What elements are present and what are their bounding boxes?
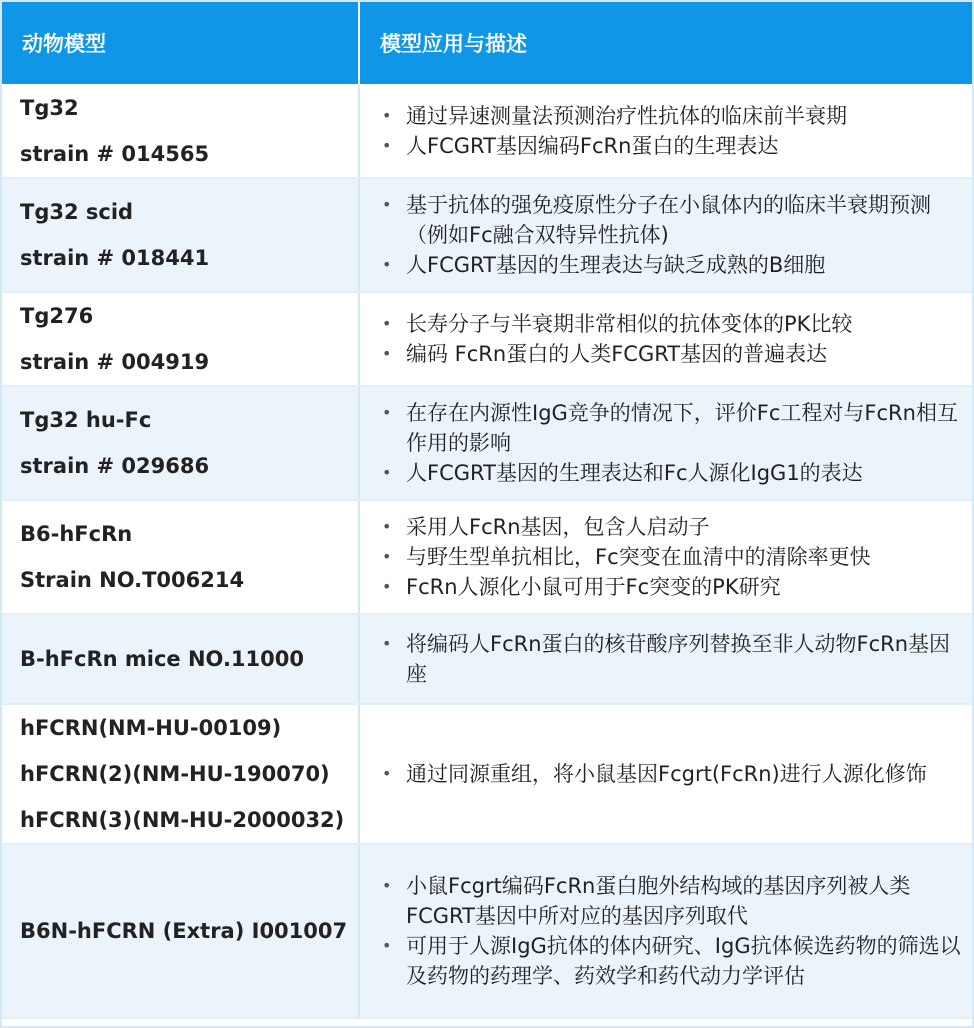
description-item xyxy=(382,512,962,542)
model-name-line: hFCRN(NM-HU-00109) xyxy=(20,716,282,740)
bullet-icon: • xyxy=(382,105,392,125)
description-text: 长寿分子与半衰期非常相似的抗体变体的PK比较 xyxy=(406,312,853,336)
model-name-line: Tg32 scid xyxy=(20,200,134,224)
description-item xyxy=(382,101,962,131)
model-description-cell xyxy=(359,178,972,292)
description-text: 编码 FcRn蛋白的人类FCGRT基因的普遍表达 xyxy=(406,342,828,366)
description-list xyxy=(382,309,962,369)
animal-model-cell xyxy=(2,704,359,844)
model-description-cell xyxy=(359,84,972,178)
model-name-line: Tg276 xyxy=(20,304,94,328)
animal-model-cell xyxy=(2,386,359,500)
model-name-line: Strain NO.T006214 xyxy=(20,568,245,592)
bullet-icon: • xyxy=(382,463,392,482)
table-row xyxy=(2,178,972,292)
description-item xyxy=(382,542,962,572)
description-list xyxy=(382,190,962,280)
table-row xyxy=(2,500,972,614)
bullet-icon: • xyxy=(382,135,392,155)
description-item xyxy=(382,309,962,339)
table-row xyxy=(2,292,972,386)
model-name-line: hFCRN(3)(NM-HU-2000032) xyxy=(20,808,345,832)
model-name-line: B-hFcRn mice NO.11000 xyxy=(20,647,304,671)
model-description-cell xyxy=(359,844,972,1018)
model-name-line: strain # 014565 xyxy=(20,141,210,166)
model-name-line: strain # 004919 xyxy=(20,350,210,374)
table-row xyxy=(2,844,972,1018)
table-row xyxy=(2,386,972,500)
description-item xyxy=(382,759,962,789)
bullet-icon: • xyxy=(382,634,392,653)
animal-model-table xyxy=(2,2,972,1019)
description-list xyxy=(382,101,962,161)
model-description-cell xyxy=(359,292,972,386)
description-list xyxy=(382,512,962,602)
model-name-line: B6N-hFCRN (Extra) I001007 xyxy=(20,919,348,943)
animal-model-cell xyxy=(2,178,359,292)
model-name-line: strain # 018441 xyxy=(20,246,210,270)
bullet-icon: • xyxy=(382,314,392,333)
table-row xyxy=(2,614,972,704)
description-list xyxy=(382,871,962,991)
bullet-icon: • xyxy=(382,517,392,536)
description-item xyxy=(382,398,962,458)
description-item xyxy=(382,572,962,602)
animal-model-cell xyxy=(2,292,359,386)
description-item xyxy=(382,339,962,369)
description-item xyxy=(382,250,962,280)
description-text: 将编码人FcRn蛋白的核苷酸序列替换至非人动物FcRn基因座 xyxy=(406,632,951,686)
bullet-icon: • xyxy=(382,403,392,422)
bullet-icon: • xyxy=(382,344,392,363)
description-text: 可用于人源IgG抗体的体内研究、IgG抗体候选药物的筛选以及药物的药理学、药效学和药代动力学评估 xyxy=(406,934,961,988)
model-description-cell xyxy=(359,614,972,704)
description-text: 人FCGRT基因的生理表达和Fc人源化IgG1的表达 xyxy=(406,461,863,485)
header-animal-model: 动物模型 xyxy=(2,2,359,84)
description-text: 通过同源重组，将小鼠基因Fcgrt(FcRn)进行人源化修饰 xyxy=(406,762,927,786)
table-row xyxy=(2,704,972,844)
model-name-line: hFCRN(2)(NM-HU-190070) xyxy=(20,762,330,786)
model-description-cell xyxy=(359,500,972,614)
description-list xyxy=(382,398,962,488)
description-list xyxy=(382,759,962,789)
bullet-icon: • xyxy=(382,876,392,895)
bullet-icon: • xyxy=(382,936,392,955)
table-row xyxy=(2,84,972,178)
description-item xyxy=(382,458,962,488)
table-header-row xyxy=(2,2,972,84)
description-item xyxy=(382,871,962,931)
description-text: 基于抗体的强免疫原性分子在小鼠体内的临床半衰期预测（例如Fc融合双特异性抗体) xyxy=(406,193,931,247)
description-text: 通过异速测量法预测治疗性抗体的临床前半衰期 xyxy=(406,103,847,128)
description-list xyxy=(382,629,962,689)
model-name-line: Tg32 xyxy=(20,95,79,120)
bullet-icon: • xyxy=(382,255,392,274)
description-text: FcRn人源化小鼠可用于Fc突变的PK研究 xyxy=(406,575,781,599)
description-text: 小鼠Fcgrt编码FcRn蛋白胞外结构域的基因序列被人类FCGRT基因中所对应的基因序列取代 xyxy=(406,874,911,928)
animal-model-cell xyxy=(2,614,359,704)
model-name-line: B6-hFcRn xyxy=(20,522,133,546)
description-text: 采用人FcRn基因，包含人启动子 xyxy=(406,515,710,539)
description-item xyxy=(382,131,962,161)
description-item xyxy=(382,931,962,991)
description-text: 人FCGRT基因编码FcRn蛋白的生理表达 xyxy=(406,133,779,158)
bullet-icon: • xyxy=(382,764,392,783)
bullet-icon: • xyxy=(382,195,392,214)
description-item xyxy=(382,190,962,250)
animal-model-cell xyxy=(2,500,359,614)
description-item xyxy=(382,629,962,689)
bullet-icon: • xyxy=(382,547,392,566)
table-body xyxy=(2,84,972,1018)
model-name-line: strain # 029686 xyxy=(20,454,210,478)
model-name-line: Tg32 hu-Fc xyxy=(20,408,152,432)
model-description-cell xyxy=(359,704,972,844)
description-text: 在存在内源性IgG竞争的情况下，评价Fc工程对与FcRn相互作用的影响 xyxy=(406,401,958,455)
model-description-cell xyxy=(359,386,972,500)
bullet-icon: • xyxy=(382,577,392,596)
description-text: 与野生型单抗相比，Fc突变在血清中的清除率更快 xyxy=(406,545,871,569)
description-text: 人FCGRT基因的生理表达与缺乏成熟的B细胞 xyxy=(406,253,826,277)
animal-model-cell xyxy=(2,84,359,178)
animal-model-cell xyxy=(2,844,359,1018)
header-model-application: 模型应用与描述 xyxy=(359,2,972,84)
